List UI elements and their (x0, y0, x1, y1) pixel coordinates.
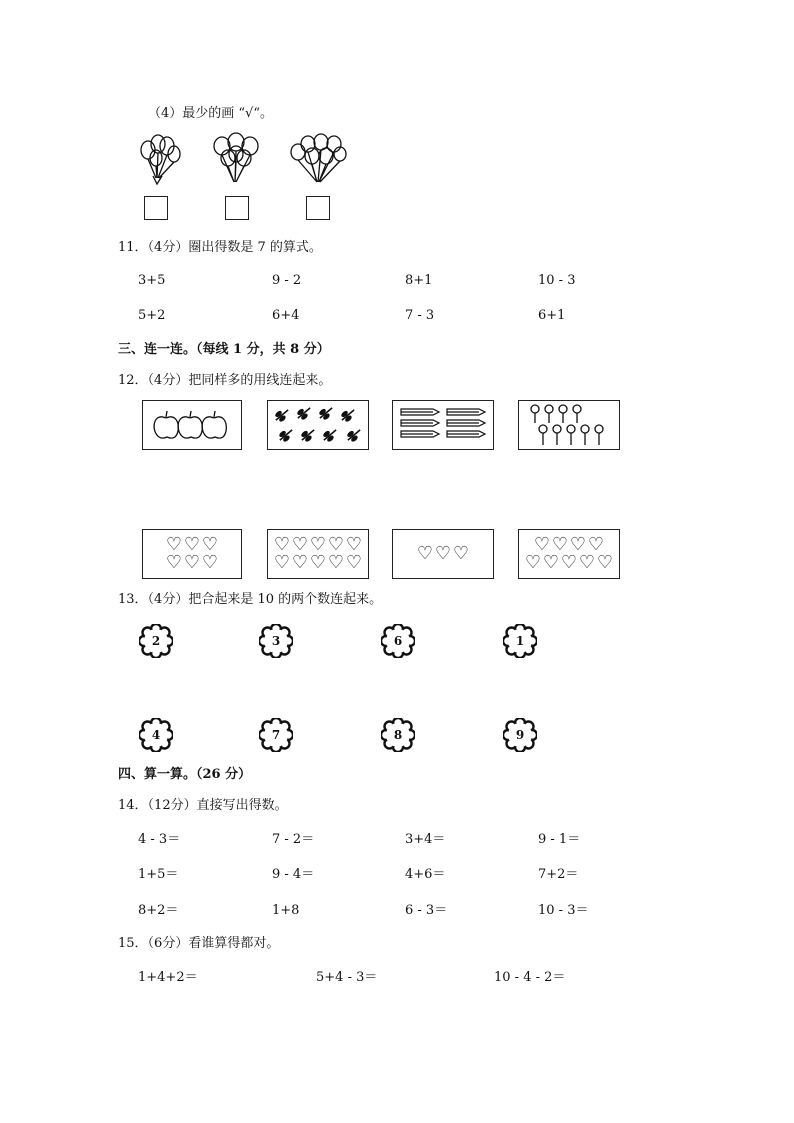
hearts-box-1[interactable] (142, 529, 242, 579)
heart-icon: ♡ (345, 552, 363, 573)
q14-expr[interactable]: 10 - 3＝ (538, 903, 589, 918)
heart-icon: ♡ (291, 534, 309, 555)
number-flower[interactable] (503, 718, 537, 752)
heart-icon: ♡ (551, 534, 569, 555)
flower-number: 9 (515, 728, 525, 742)
heart-icon: ♡ (327, 534, 345, 555)
apple-icon (143, 401, 241, 449)
heart-icon: ♡ (524, 552, 542, 573)
q10-part4-instruction: （4）最少的画 “√“。 (148, 106, 273, 121)
answer-box-3[interactable] (306, 196, 330, 220)
q14-expr[interactable]: 4 - 3＝ (138, 832, 181, 847)
answer-box-1[interactable] (144, 196, 168, 220)
keys-box[interactable] (518, 400, 620, 450)
heart-icon: ♡ (416, 543, 434, 564)
heart-icon: ♡ (201, 552, 219, 573)
q14-expr[interactable]: 7+2＝ (538, 867, 579, 882)
q15-expr[interactable]: 1+4+2＝ (138, 970, 198, 985)
flower-number: 8 (393, 728, 403, 742)
flower-number: 4 (151, 728, 161, 742)
q13-title: 13．（4分）把合起来是 10 的两个数连起来。 (118, 592, 383, 607)
number-flower[interactable] (139, 624, 173, 658)
pencil-icon (393, 401, 493, 449)
heart-icon: ♡ (291, 552, 309, 573)
heart-icon: ♡ (309, 534, 327, 555)
q11-expr[interactable]: 3+5 (138, 273, 166, 288)
key-icon (519, 401, 619, 449)
q11-expr[interactable]: 9 - 2 (272, 273, 302, 288)
q11-expr[interactable]: 6+4 (272, 308, 300, 323)
heart-icon: ♡ (569, 534, 587, 555)
q14-expr[interactable]: 4+6＝ (405, 867, 446, 882)
q11-title: 11．（4分）圈出得数是 7 的算式。 (118, 240, 322, 255)
heart-icon: ♡ (596, 552, 614, 573)
number-flower[interactable] (381, 624, 415, 658)
q14-expr[interactable]: 8+2＝ (138, 903, 179, 918)
flower-number: 2 (151, 634, 161, 648)
heart-icon: ♡ (201, 534, 219, 555)
heart-icon: ♡ (434, 543, 452, 564)
dragonflies-box[interactable] (267, 400, 369, 450)
heart-icon: ♡ (183, 534, 201, 555)
q14-expr[interactable]: 7 - 2＝ (272, 832, 315, 847)
q11-expr[interactable]: 10 - 3 (538, 273, 576, 288)
section-3-heading: 三、连一连。（每线 1 分，共 8 分） (118, 342, 330, 357)
flower-number: 3 (271, 634, 281, 648)
flower-number: 1 (515, 634, 525, 648)
heart-icon: ♡ (452, 543, 470, 564)
section-4-heading: 四、算一算。（26 分） (118, 767, 252, 782)
q15-expr[interactable]: 5+4 - 3＝ (316, 970, 378, 985)
heart-icon: ♡ (533, 534, 551, 555)
heart-icon: ♡ (183, 552, 201, 573)
answer-box-2[interactable] (225, 196, 249, 220)
apples-box[interactable] (142, 400, 242, 450)
heart-icon: ♡ (309, 552, 327, 573)
q11-expr[interactable]: 6+1 (538, 308, 566, 323)
q15-title: 15．（6分）看谁算得都对。 (118, 936, 280, 951)
heart-icon: ♡ (345, 534, 363, 555)
q14-expr[interactable]: 6 - 3＝ (405, 903, 448, 918)
q11-expr[interactable]: 5+2 (138, 308, 166, 323)
number-flower[interactable] (139, 718, 173, 752)
flower-number: 6 (393, 634, 403, 648)
balloon-group-2 (210, 132, 262, 192)
heart-icon: ♡ (587, 534, 605, 555)
heart-icon: ♡ (327, 552, 345, 573)
q14-expr[interactable]: 1+5＝ (138, 867, 179, 882)
number-flower[interactable] (503, 624, 537, 658)
number-flower[interactable] (381, 718, 415, 752)
q14-expr[interactable]: 9 - 1＝ (538, 832, 581, 847)
heart-icon: ♡ (165, 552, 183, 573)
q14-expr[interactable]: 9 - 4＝ (272, 867, 315, 882)
number-flower[interactable] (259, 624, 293, 658)
hearts-box-2[interactable] (267, 529, 369, 579)
heart-icon: ♡ (273, 534, 291, 555)
q11-expr[interactable]: 7 - 3 (405, 308, 435, 323)
dragonfly-icon (268, 401, 368, 449)
heart-icon: ♡ (560, 552, 578, 573)
q11-expr[interactable]: 8+1 (405, 273, 433, 288)
heart-icon: ♡ (273, 552, 291, 573)
q14-title: 14．（12分）直接写出得数。 (118, 798, 288, 813)
number-flower[interactable] (259, 718, 293, 752)
q15-expr[interactable]: 10 - 4 - 2＝ (494, 970, 566, 985)
flower-number: 7 (271, 728, 281, 742)
balloon-group-3 (288, 132, 348, 192)
heart-icon: ♡ (542, 552, 560, 573)
q14-expr[interactable]: 1+8 (272, 903, 300, 918)
heart-icon: ♡ (165, 534, 183, 555)
pencils-box[interactable] (392, 400, 494, 450)
hearts-box-4[interactable] (518, 529, 620, 579)
q14-expr[interactable]: 3+4＝ (405, 832, 446, 847)
heart-icon: ♡ (578, 552, 596, 573)
hearts-box-3[interactable] (392, 529, 494, 579)
q12-title: 12．（4分）把同样多的用线连起来。 (118, 373, 332, 388)
balloon-group-1 (136, 132, 186, 192)
